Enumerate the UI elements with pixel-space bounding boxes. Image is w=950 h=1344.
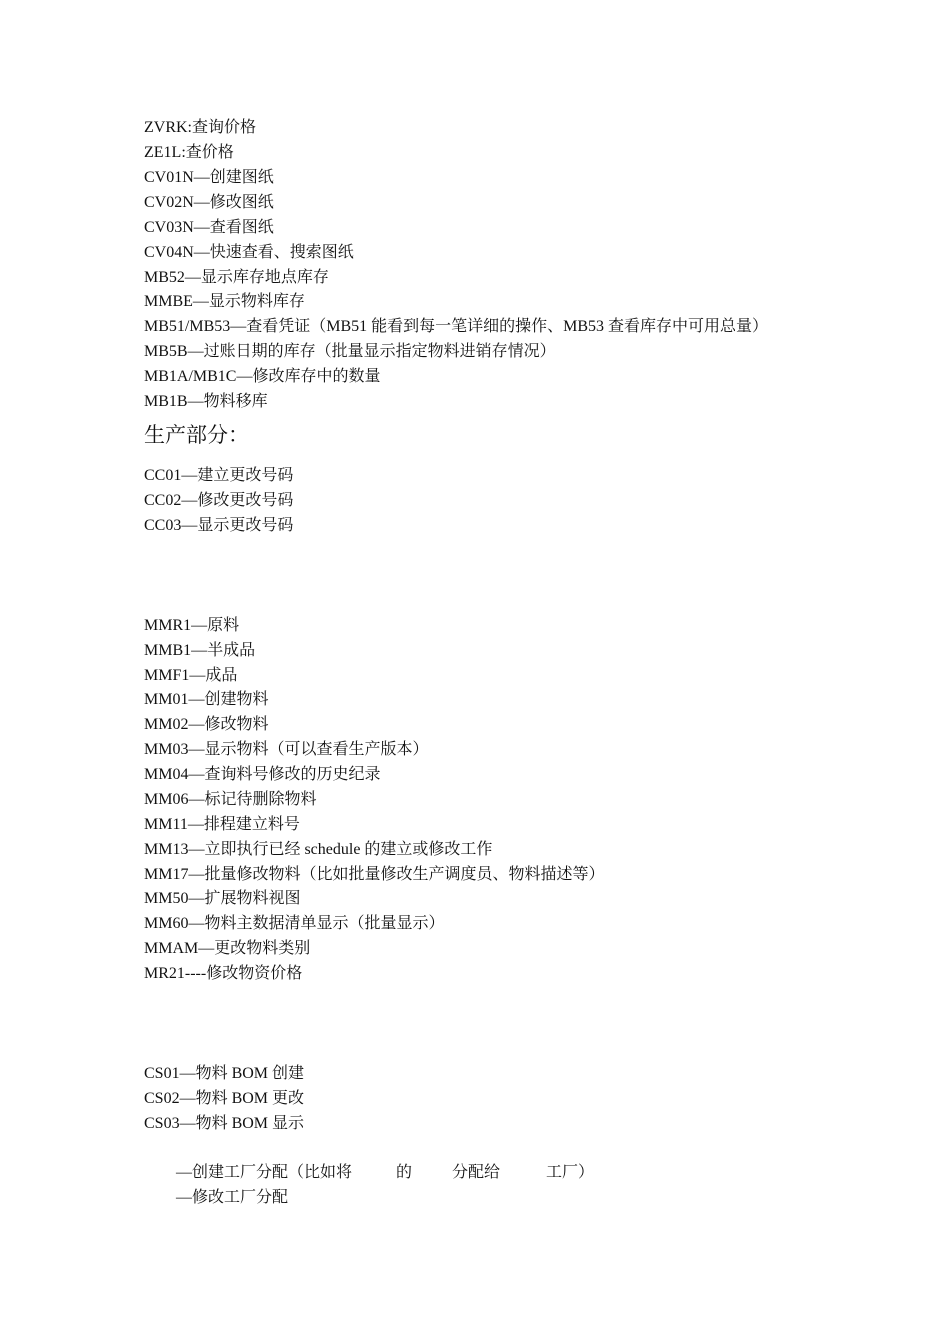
text-line: MM03—显示物料（可以查看生产版本） (144, 741, 429, 758)
text-line: MB1B—物料移库 (144, 393, 268, 410)
text-line: MM11—排程建立料号 (144, 816, 300, 833)
text-line: CV03N—查看图纸 (144, 219, 274, 236)
text-line: MM01—创建物料 (144, 691, 269, 708)
section-heading: 生产部分： (144, 423, 249, 447)
text-line: MMR1—原料 (144, 617, 240, 634)
text-segment: 的 (396, 1164, 413, 1181)
text-line: CC03—显示更改号码 (144, 517, 294, 534)
text-line: CS03—物料 BOM 显示 (144, 1115, 305, 1132)
text-line: MM06—标记待删除物料 (144, 791, 317, 808)
text-line: MM60—物料主数据清单显示（批量显示） (144, 915, 445, 932)
text-line: CV01N—创建图纸 (144, 169, 274, 186)
text-line: MM04—查询料号修改的历史纪录 (144, 766, 381, 783)
text-segment: 分配给 (452, 1164, 501, 1181)
text-line: CC01—建立更改号码 (144, 467, 294, 484)
text-line: CV02N—修改图纸 (144, 194, 274, 211)
text-line: MMBE—显示物料库存 (144, 293, 305, 310)
text-segment: —创建工厂分配（比如将 (176, 1164, 353, 1181)
text-line: MM02—修改物料 (144, 716, 269, 733)
text-line: MB5B—过账日期的库存（批量显示指定物料进销存情况） (144, 343, 556, 360)
text-line-plant-assign (176, 1163, 594, 1183)
text-line: MB1A/MB1C—修改库存中的数量 (144, 368, 381, 385)
text-line: ZVRK:查询价格 (144, 119, 257, 136)
text-line: ZE1L:查价格 (144, 144, 234, 161)
text-line: MMF1—成品 (144, 667, 238, 684)
text-line: MM50—扩展物料视图 (144, 890, 301, 907)
text-line: —修改工厂分配 (176, 1189, 289, 1206)
text-line: MM13—立即执行已经 schedule 的建立或修改工作 (144, 841, 493, 858)
text-segment: 工厂） (546, 1164, 595, 1181)
text-line: MM17—批量修改物料（比如批量修改生产调度员、物料描述等） (144, 866, 605, 883)
text-line: CS01—物料 BOM 创建 (144, 1065, 305, 1082)
text-line: MMB1—半成品 (144, 642, 256, 659)
text-line: MR21----修改物资价格 (144, 965, 303, 982)
text-line: CS02—物料 BOM 更改 (144, 1090, 305, 1107)
text-line: MB51/MB53—查看凭证（MB51 能看到每一笔详细的操作、MB53 查看库存中可用总量） (144, 318, 769, 335)
text-line: CC02—修改更改号码 (144, 492, 294, 509)
text-line: CV04N—快速查看、搜索图纸 (144, 244, 354, 261)
text-line: MMAM—更改物料类别 (144, 940, 311, 957)
text-line: MB52—显示库存地点库存 (144, 269, 329, 286)
